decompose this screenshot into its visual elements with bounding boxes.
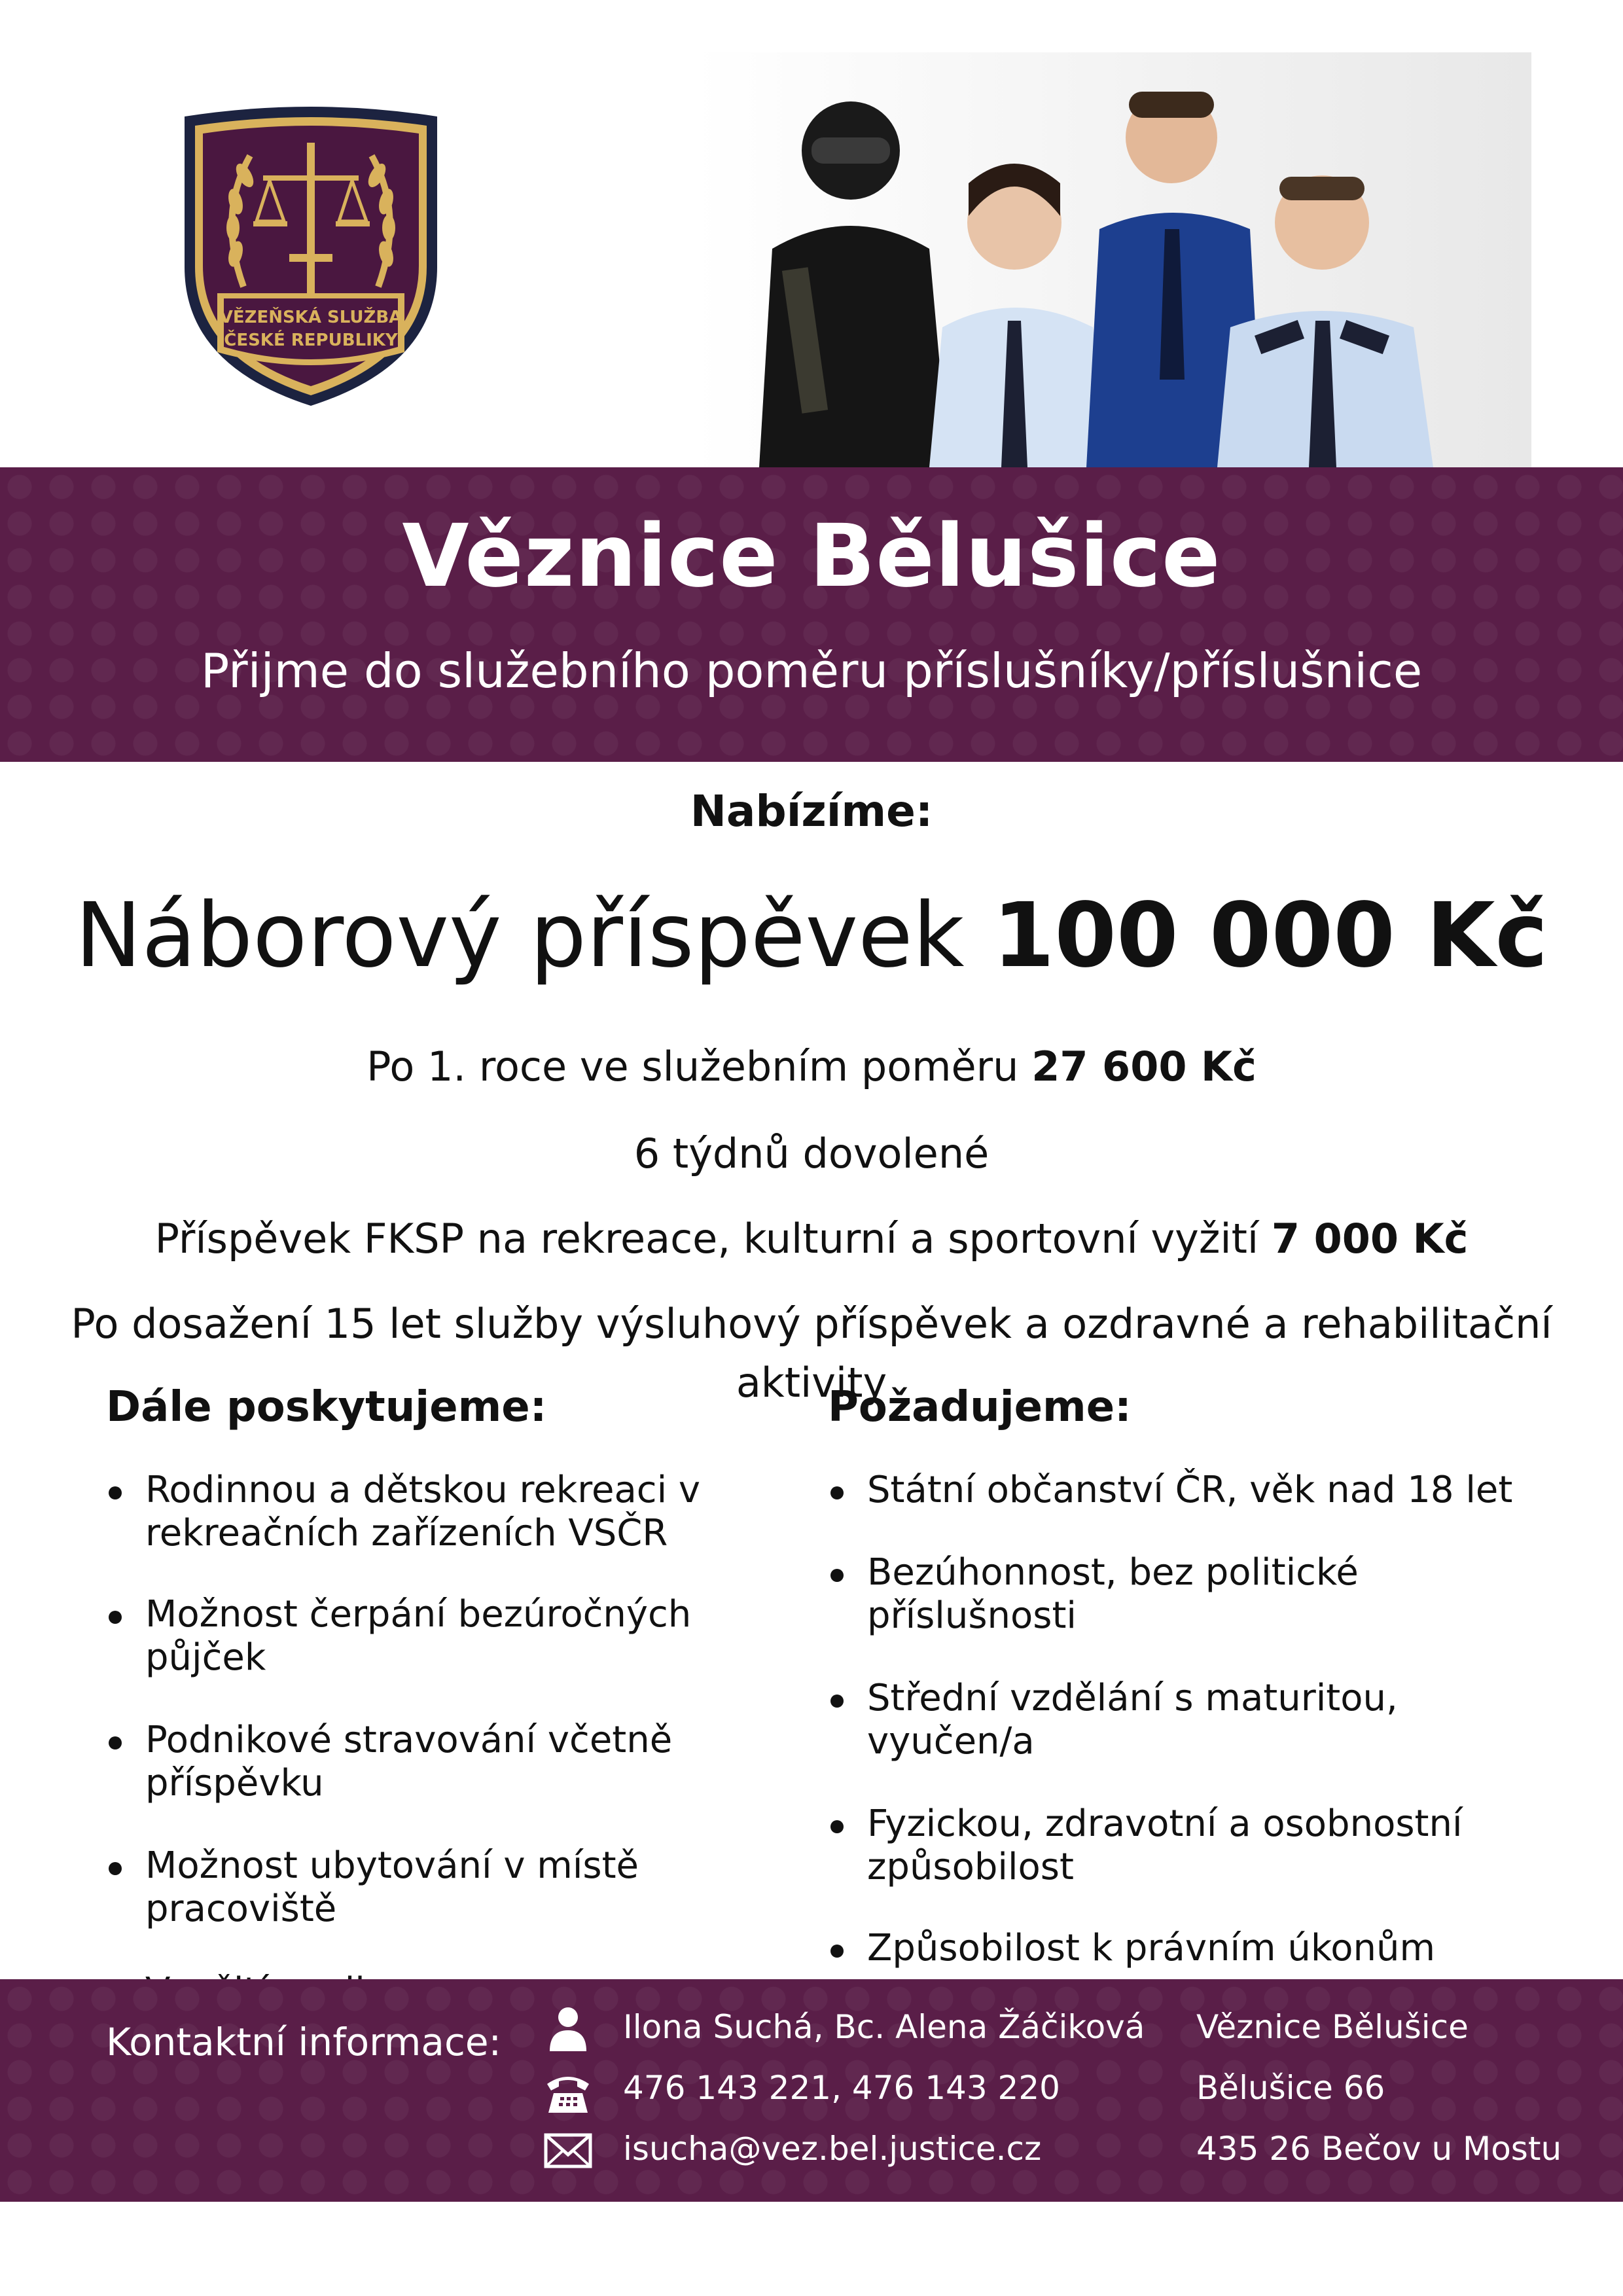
list-item: Střední vzdělání s maturitou, vyučen/a [828,1677,1522,1763]
list-item: Státní občanství ČR, věk nad 18 let [828,1469,1522,1512]
provide-heading: Dále poskytujeme: [106,1383,547,1431]
list-item: Možnost ubytování v místě pracoviště [106,1844,813,1931]
contact-phones: 476 143 221, 476 143 220 [623,2069,1060,2107]
contact-email[interactable]: isucha@vez.bel.justice.cz [623,2130,1042,2168]
page-title: Věznice Bělušice [402,506,1221,607]
offer-line-3 [0,1210,1623,1268]
offer-line-2: 6 týdnů dovolené [633,1130,990,1177]
require-heading: Požadujeme: [828,1383,1132,1431]
provide-list [106,1469,813,2053]
logo-text-line1: VĚZEŇSKÁ SLUŽBA [219,308,402,327]
list-item: Způsobilost k právním úkonům [828,1927,1522,1970]
offer-line-1-text: Po 1. roce ve služebním poměru [366,1043,1032,1090]
offer-line-1-amount: 27 600 Kč [1031,1043,1257,1090]
list-item: Bezúhonnost, bez politické příslušnosti [828,1551,1522,1638]
offer-line-1 [0,1037,1623,1096]
offer-line-3-text: Příspěvek FKSP na rekreace, kulturní a sportovní vyžití [154,1215,1272,1263]
address-line-1: Věznice Bělušice [1196,2008,1469,2046]
recruit-text: Náborový příspěvek [75,884,993,988]
prison-service-logo [171,103,450,412]
officers-photo [694,52,1531,467]
require-list [828,1469,1522,2009]
mail-icon [543,2126,593,2176]
logo-text-line2: ČESKÉ REPUBLIKY [224,331,398,350]
phone-icon [543,2067,593,2117]
list-item: Rodinnou a dětskou rekreaci v rekreačních zařízeních VSČR [106,1469,813,1555]
offer-line-3-amount: 7 000 Kč [1271,1215,1469,1263]
address-line-3: 435 26 Bečov u Mostu [1196,2130,1562,2168]
recruit-bonus [0,877,1623,995]
contact-label: Kontaktní informace: [106,2020,502,2064]
recruit-amount: 100 000 Kč [992,884,1548,988]
contact-names: Ilona Suchá, Bc. Alena Žáčiková [623,2008,1145,2046]
list-item: Podnikové stravování včetně příspěvku [106,1719,813,1805]
person-icon [543,2004,593,2054]
offer-heading: Nabízíme: [690,786,933,836]
list-item: Možnost čerpání bezúročných půjček [106,1593,813,1679]
address-line-2: Bělušice 66 [1196,2069,1385,2107]
page-subtitle: Přijme do služebního poměru příslušníky/příslušnice [200,643,1423,698]
list-item: Fyzickou, zdravotní a osobnostní způsobilost [828,1803,1522,1889]
offer-line-4: Po dosažení 15 let služby výsluhový příspěvek a ozdravné a rehabilitační aktivity [71,1300,1552,1407]
